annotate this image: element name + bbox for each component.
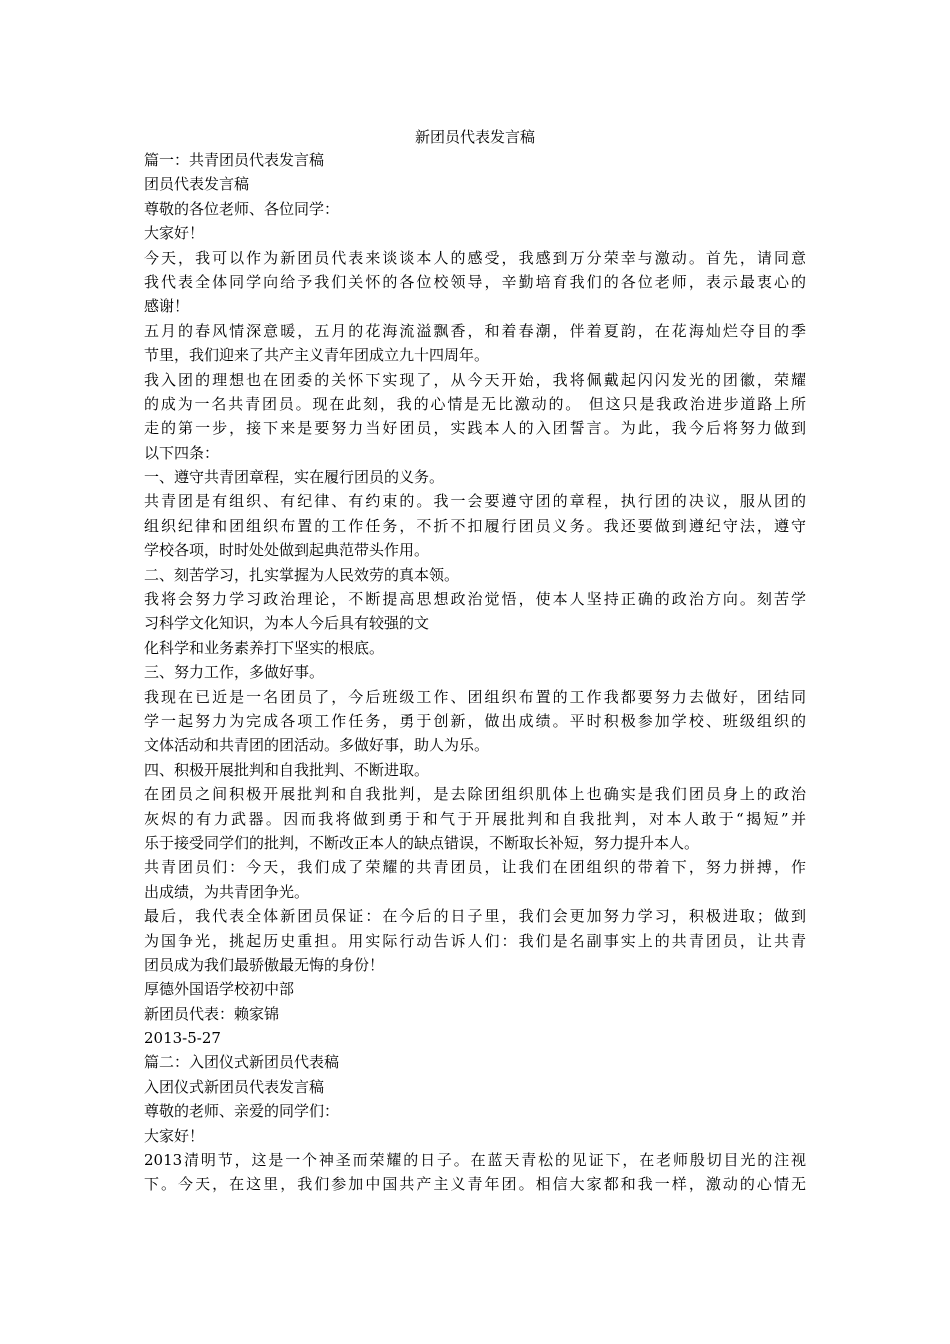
paragraph-line: 篇二：入团仪式新团员代表稿	[144, 1053, 340, 1072]
paragraph-line: 今天，我可以作为新团员代表来谈谈本人的感受，我感到万分荣幸与激动。首先，请同意	[144, 248, 806, 267]
paragraph-line: 学校各项，时时处处做到起典范带头作用。	[144, 541, 430, 560]
paragraph-line: 走的第一步，接下来是要努力当好团员，实践本人的入团誓言。为此，我今后将努力做到	[144, 419, 806, 438]
paragraph-line: 一、遵守共青团章程，实在履行团员的义务。	[144, 468, 445, 487]
paragraph-line: 二、刻苦学习，扎实掌握为人民效劳的真本领。	[144, 565, 460, 584]
paragraph-line: 2013清明节，这是一个神圣而荣耀的日子。在蓝天青松的见证下，在老师殷切目光的注视	[144, 1151, 806, 1170]
paragraph-line: 出成绩，为共青团争光。	[144, 882, 310, 901]
paragraph-line: 团员代表发言稿	[144, 175, 250, 194]
paragraph-line: 大家好！	[144, 224, 205, 243]
paragraph-line: 习科学文化知识，为本人今后具有较强的文	[144, 614, 430, 633]
paragraph-line: 篇一：共青团员代表发言稿	[144, 151, 325, 169]
paragraph-line: 我将会努力学习政治理论，不断提高思想政治觉悟，使本人坚持正确的政治方向。刻苦学	[144, 590, 806, 609]
paragraph-line: 团员成为我们最骄傲最无悔的身份！	[144, 955, 385, 974]
paragraph-line: 尊敬的老师、亲爱的同学们：	[144, 1102, 340, 1121]
paragraph-line: 为国争光，挑起历史重担。用实际行动告诉人们：我们是名副事实上的共青团员，让共青	[144, 931, 806, 950]
paragraph-line: 我代表全体同学向给予我们关怀的各位校领导，辛勤培育我们的各位老师，表示最衷心的	[144, 272, 806, 291]
paragraph-line: 节里，我们迎来了共产主义青年团成立九十四周年。	[144, 346, 490, 365]
paragraph-line: 在团员之间积极开展批判和自我批判，是去除团组织肌体上也确实是我们团员身上的政治	[144, 785, 806, 804]
paragraph-line: 感谢！	[144, 297, 190, 316]
paragraph-line: 文体活动和共青团的团活动。多做好事，助人为乐。	[144, 736, 490, 755]
paragraph-line: 新团员代表：赖家锦	[144, 1004, 280, 1023]
paragraph-line: 我入团的理想也在团委的关怀下实现了，从今天开始，我将佩戴起闪闪发光的团徽，荣耀	[144, 370, 806, 389]
document-title: 新团员代表发言稿	[414, 128, 535, 146]
paragraph-line: 大家好！	[144, 1126, 205, 1145]
paragraph-line: 化科学和业务素养打下坚实的根底。	[144, 638, 385, 657]
paragraph-line: 灰烬的有力武器。因而我将做到勇于和气于开展批判和自我批判，对本人敢于“揭短”并	[144, 809, 806, 828]
paragraph-line: 学一起努力为完成各项工作任务，勇于创新，做出成绩。平时积极参加学校、班级组织的	[144, 711, 806, 730]
paragraph-line: 厚德外国语学校初中部	[144, 980, 295, 999]
paragraph-line: 入团仪式新团员代表发言稿	[144, 1077, 325, 1096]
paragraph-line: 尊敬的各位老师、各位同学：	[144, 199, 340, 218]
paragraph-line: 共青团员们：今天，我们成了荣耀的共青团员，让我们在团组织的带着下，努力拼搏，作	[144, 858, 806, 877]
paragraph-line: 四、积极开展批判和自我批判、不断进取。	[144, 760, 430, 779]
paragraph-line: 共青团是有组织、有纪律、有约束的。我一会要遵守团的章程，执行团的决议，服从团的	[144, 492, 806, 511]
document-body	[144, 148, 806, 1197]
paragraph-line: 的成为一名共青团员。现在此刻，我的心情是无比激动的。 但这只是我政治进步道路上所	[144, 394, 806, 413]
paragraph-line: 下。今天，在这里，我们参加中国共产主义青年团。相信大家都和我一样，激动的心情无	[144, 1175, 806, 1194]
paragraph-line: 最后，我代表全体新团员保证：在今后的日子里，我们会更加努力学习，积极进取；做到	[144, 907, 806, 926]
paragraph-line: 三、努力工作，多做好事。	[144, 663, 325, 682]
paragraph-line: 五月的春风情深意暖，五月的花海流溢飘香，和着春潮，伴着夏韵，在花海灿烂夺目的季	[144, 321, 806, 340]
paragraph-line: 我现在已近是一名团员了，今后班级工作、团组织布置的工作我都要努力去做好，团结同	[144, 687, 806, 706]
paragraph-line: 以下四条：	[144, 443, 220, 462]
paragraph-line: 组织纪律和团组织布置的工作任务，不折不扣履行团员义务。我还要做到遵纪守法，遵守	[144, 516, 806, 535]
paragraph-line: 乐于接受同学们的批判，不断改正本人的缺点错误，不断取长补短，努力提升本人。	[144, 833, 700, 852]
paragraph-line: 2013-5-27	[144, 1029, 221, 1048]
